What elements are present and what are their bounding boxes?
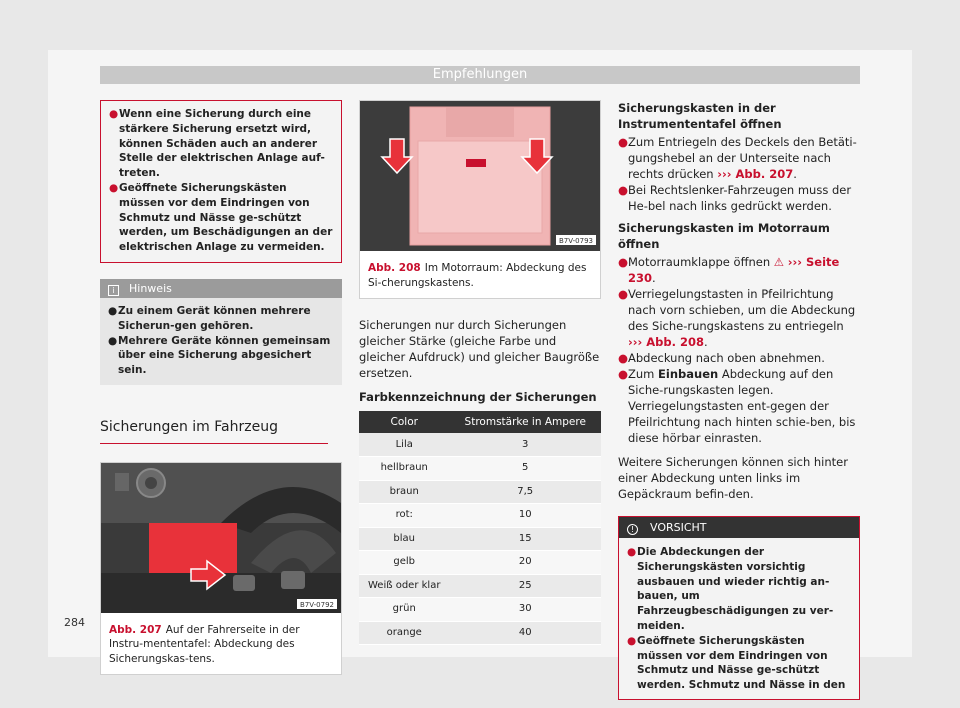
table-cell: 10 [449, 504, 601, 528]
list-item: ● Bei Rechtslenker-Fahrzeugen muss der He-bel nach links gedrückt werden. [618, 183, 852, 213]
table-cell: 15 [449, 527, 601, 551]
page [48, 50, 912, 692]
table-cell: hellbraun [359, 457, 449, 481]
engine-fuse-cover-image [360, 101, 600, 251]
page-number: 284 [64, 616, 85, 629]
table-row [359, 457, 601, 481]
figure-reference-link[interactable]: ››› Abb. 208 [628, 335, 704, 349]
table-row [359, 527, 601, 551]
figure-reference-link[interactable]: ››› Abb. 207 [717, 167, 794, 181]
heading-engine-compartment: Sicherungskasten im Motorraum öffnen [618, 221, 830, 251]
table-cell: rot: [359, 504, 449, 528]
list-item: ● Zum Einbauen Abdeckung auf den Siche-rungskasten legen. Verriegelungstasten ent-gegen der Pfeilrichtung nach hinten schie-ben, bis diese hörbar einrasten. [618, 367, 856, 445]
caution-item: ● Geöffnete Sicherungskästen müssen vor dem Eindringen von Schmutz und Nässe ge-schützt werden. Schmutz und Nässe in den [627, 634, 846, 692]
dashboard-fuse-cover-image [101, 463, 341, 613]
bullet-icon: ● [618, 351, 629, 365]
list-item: ● Motorraumklappe öffnen ⚠ ››› Seite 230. [618, 255, 840, 285]
bullet-icon: ● [618, 287, 629, 301]
table-cell: orange [359, 621, 449, 645]
table-header-row [359, 411, 601, 433]
warning-box [100, 100, 342, 263]
page-reference-link[interactable]: ››› Seite 230 [628, 255, 840, 285]
table-cell: 20 [449, 551, 601, 575]
table-header-cell: Stromstärke in Ampere [449, 411, 601, 433]
figure-caption: Abb. 207 Auf der Fahrerseite in der Instru-mententafel: Abdeckung des Sicherungskas-tens. [101, 617, 341, 675]
table-cell: grün [359, 598, 449, 622]
bullet-icon: ● [627, 634, 637, 647]
table-row [359, 574, 601, 598]
table-header-cell: Color [359, 411, 449, 433]
warning-item: ● Wenn eine Sicherung durch eine stärkere Sicherung ersetzt wird, können Schäden auch an anderer Stelle der elektrischen Anlage auf-treten. [109, 108, 325, 180]
exclamation-icon: ! [627, 524, 638, 535]
caution-body [619, 538, 859, 699]
table-cell: Lila [359, 433, 449, 457]
warning-triangle-icon: ⚠ [773, 255, 785, 269]
table-row [359, 480, 601, 504]
table-row [359, 621, 601, 645]
caution-header: ! VORSICHT [619, 517, 859, 538]
info-icon: i [108, 285, 119, 296]
note-header: i Hinweis [100, 279, 342, 298]
table-cell: 30 [449, 598, 601, 622]
table-row [359, 598, 601, 622]
table-cell: Weiß oder klar [359, 574, 449, 598]
bullet-icon: ● [108, 334, 118, 347]
note-item: ● Zu einem Gerät können mehrere Sicherun-gen gehören. [108, 304, 311, 332]
bullet-icon: ● [109, 181, 119, 194]
list-item: ● Verriegelungstasten in Pfeilrichtung nach vorn schieben, um die Abdeckung des Siche-rungskastens zu entriegeln ››› Abb. 208. [618, 287, 856, 349]
table-cell: blau [359, 527, 449, 551]
figure-code: B7V-0792 [300, 600, 334, 609]
table-row [359, 551, 601, 575]
column-middle [359, 100, 601, 645]
bullet-icon: ● [627, 546, 637, 558]
list-item: ● Abdeckung nach oben abnehmen. [618, 351, 825, 365]
table-cell: 40 [449, 621, 601, 645]
note-item: ● Mehrere Geräte können gemeinsam über eine Sicherung abgesichert sein. [108, 334, 331, 377]
figure-caption: Abb. 208 Im Motorraum: Abdeckung des Si-cherungskastens. [360, 255, 600, 298]
bullet-icon: ● [618, 367, 629, 381]
figure-207 [100, 462, 342, 676]
heading-instrument-panel: Sicherungskasten in der Instrumententafel öffnen [618, 101, 782, 131]
paragraph: Sicherungen nur durch Sicherungen gleicher Stärke (gleiche Farbe und gleicher Aufdruck) und gleicher Baugröße ersetzen. [359, 318, 600, 380]
note-box [100, 279, 342, 385]
bullet-icon: ● [108, 304, 118, 317]
table-cell: 25 [449, 574, 601, 598]
table-row [359, 433, 601, 457]
table-cell: braun [359, 480, 449, 504]
bullet-icon: ● [109, 108, 119, 120]
table-cell: 3 [449, 433, 601, 457]
table-cell: 5 [449, 457, 601, 481]
caution-box [618, 516, 860, 700]
bullet-icon: ● [618, 255, 629, 269]
section-title: Sicherungen im Fahrzeug [100, 419, 328, 444]
bullet-icon: ● [618, 183, 629, 197]
fuse-color-table [359, 411, 601, 645]
column-left [64, 100, 342, 675]
table-row [359, 504, 601, 528]
bullet-icon: ● [618, 135, 629, 149]
page-header: Empfehlungen [100, 66, 860, 84]
table-title: Farbkennzeichnung der Sicherungen [359, 390, 597, 404]
table-cell: gelb [359, 551, 449, 575]
paragraph: Weitere Sicherungen können sich hinter einer Abdeckung unten links im Gepäckraum befin-den. [618, 455, 848, 501]
warning-item: ● Geöffnete Sicherungskästen müssen vor dem Eindringen von Schmutz und Nässe ge-schützt werden, um Beschädigungen an der elektrischen Anlage zu vermeiden. [109, 181, 333, 254]
caution-item: ● Die Abdeckungen der Sicherungskästen vorsichtig ausbauen und wieder richtig an-bauen, um Fahrzeugbeschädigungen zu ver-meiden. [627, 546, 834, 632]
figure-208 [359, 100, 601, 299]
table-cell: 7,5 [449, 480, 601, 504]
column-right [618, 100, 860, 700]
note-body [100, 298, 342, 385]
figure-code: B7V-0793 [559, 237, 593, 245]
list-item: ● Zum Entriegeln des Deckels den Betäti-gungshebel an der Unterseite nach rechts drücken ››› Abb. 207. [618, 135, 857, 181]
